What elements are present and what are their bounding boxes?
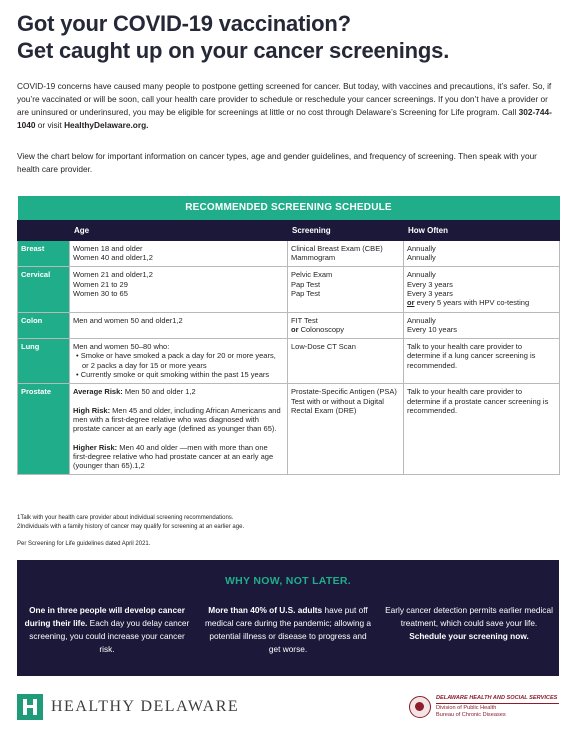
header-how-often: How Often xyxy=(404,220,560,240)
age-line: Women 21 and older1,2 xyxy=(73,270,153,280)
higher-risk-text: Men 40 and older —men with more than one first-degree relative who had prostate cancer at an early age (younger than 65).1,2 xyxy=(73,442,274,471)
or-emphasis: or xyxy=(291,324,299,334)
age-cell xyxy=(70,339,288,384)
category-colon: Colon xyxy=(18,312,70,339)
screening-line: FIT Test xyxy=(291,315,318,325)
average-risk-text: Men 50 and older 1,2 xyxy=(122,387,196,397)
why-column-1 xyxy=(22,604,192,656)
how-often-line: Annually xyxy=(407,270,436,280)
spacer xyxy=(73,397,284,406)
why-now-panel xyxy=(17,560,559,676)
average-risk-label: Average Risk: xyxy=(73,387,123,397)
screening-line: Pap Test xyxy=(291,279,321,289)
how-often-line: Every 10 years xyxy=(407,324,458,334)
screening-line: Pap Test xyxy=(291,288,321,298)
healthy-delaware-wordmark: HEALTHY DELAWARE xyxy=(51,698,240,715)
table-row xyxy=(18,384,560,475)
healthy-delaware-logo-icon xyxy=(17,694,43,720)
guidelines-note: Per Screening for Life guidelines dated April 2021. xyxy=(17,541,151,547)
footer xyxy=(17,692,559,726)
why-col2-bold: More than 40% of U.S. adults xyxy=(208,605,323,615)
dhss-logo xyxy=(409,694,559,724)
screening-line: Pelvic Exam xyxy=(291,270,333,280)
table-header-row xyxy=(18,220,560,240)
why-col2-text: have put off medical care during the pandemic; allowing a potential illness or disease to progress and get worse. xyxy=(204,605,372,654)
high-risk-text: Men 45 and older, including African Americans and men with a first-degree relative who was diagnosed with prostate cancer at an early age (defined as younger than 65). xyxy=(73,405,281,434)
age-bullet: • Currently smoke or quit smoking within the past 15 years xyxy=(76,370,270,380)
screening-cell xyxy=(288,267,404,312)
spacer xyxy=(73,434,284,443)
age-bullet: • Smoke or have smoked a pack a day for 20 or more years, or 2 packs a day for 15 or more years xyxy=(76,351,276,370)
category-prostate: Prostate xyxy=(18,384,70,475)
table-title-row xyxy=(18,196,560,220)
screening-line: Mammogram xyxy=(291,253,336,263)
category-breast: Breast xyxy=(18,240,70,267)
how-often-line: Talk to your health care provider to determine if a lung cancer screening is recommended. xyxy=(407,342,536,370)
how-often-line: Every 3 years xyxy=(407,279,453,289)
intro-mid: or visit xyxy=(35,120,65,130)
table-row xyxy=(18,267,560,312)
dhss-name: DELAWARE HEALTH AND SOCIAL SERVICES xyxy=(436,695,558,701)
screening-cell xyxy=(288,312,404,339)
how-often-line: Every 3 years xyxy=(407,288,453,298)
how-often-line: Talk to your health care provider to determine if a prostate cancer screening is recommended. xyxy=(407,387,549,415)
how-often-cell xyxy=(404,240,560,267)
age-cell xyxy=(70,312,288,339)
headline-line-1: Got your COVID-19 vaccination? xyxy=(17,11,351,36)
table-row xyxy=(18,240,560,267)
headline xyxy=(17,10,562,64)
why-now-title: WHY NOW, NOT LATER. xyxy=(224,575,352,587)
footnote-2: 2Individuals with a family history of cancer may qualify for screening at an earlier age. xyxy=(17,524,245,530)
screening-line xyxy=(291,325,400,334)
intro-text: COVID-19 concerns have caused many people to postpone getting screened for cancer. But today, with vaccines and precautions, it’s safer. So, if you’re vaccinated or will be soon, call your health care provider to schedule or reschedule your cancer screenings. If you don’t have a provider or are uninsured or underinsured, you may be eligible for screenings at little or no cost through Delaware’s Screening for Life program. Call xyxy=(17,81,552,117)
footnote-1: 1Talk with your health care provider about individual screening recommendations. xyxy=(17,515,234,521)
or-emphasis: or xyxy=(407,298,415,308)
age-cell xyxy=(70,384,288,475)
why-col1-bold: One in three people will develop cancer during their life. xyxy=(24,605,185,628)
dhss-bureau: Bureau of Chronic Diseases xyxy=(436,712,506,718)
table-row xyxy=(18,339,560,384)
how-often-cell xyxy=(404,312,560,339)
header-screening: Screening xyxy=(288,220,404,240)
how-often-cell xyxy=(404,267,560,312)
how-often-cell xyxy=(404,339,560,384)
screening-tail: Colonoscopy xyxy=(298,324,344,334)
why-col3-bold: Schedule your screening now. xyxy=(409,631,529,641)
screening-cell xyxy=(288,339,404,384)
screening-line: Clinical Breast Exam (CBE) xyxy=(291,243,383,253)
age-line: Women 30 to 65 xyxy=(73,288,128,298)
how-often-line: Annually xyxy=(407,253,436,263)
higher-risk xyxy=(73,443,284,471)
how-often-line xyxy=(407,298,556,307)
intro-paragraph xyxy=(17,80,560,132)
table-row xyxy=(18,312,560,339)
age-line: Men and women 50 and older1,2 xyxy=(73,315,183,325)
category-lung: Lung xyxy=(18,339,70,384)
dhss-division: Division of Public Health xyxy=(436,705,497,711)
why-col1-text: Each day you delay cancer screening, you could increase your cancer risk. xyxy=(29,618,190,654)
screening-line: Prostate-Specific Antigen (PSA) Test with or without a Digital Rectal Exam (DRE) xyxy=(291,387,397,415)
dhss-divider xyxy=(436,703,559,704)
headline-line-2: Get caught up on your cancer screenings. xyxy=(17,38,450,63)
age-line: Women 21 to 29 xyxy=(73,279,128,289)
state-seal-icon xyxy=(409,696,431,718)
why-col3-text: Early cancer detection permits earlier medical treatment, which could save your life. xyxy=(385,605,553,628)
high-risk xyxy=(73,406,284,434)
age-line: Men and women 50–80 who: xyxy=(73,342,170,352)
age-cell xyxy=(70,267,288,312)
screening-cell xyxy=(288,240,404,267)
screening-cell xyxy=(288,384,404,475)
higher-risk-label: Higher Risk: xyxy=(73,442,118,452)
screening-line: Low-Dose CT Scan xyxy=(291,342,356,352)
screening-schedule-table xyxy=(17,196,560,475)
footnotes xyxy=(17,514,557,549)
category-cervical: Cervical xyxy=(18,267,70,312)
why-column-3 xyxy=(384,604,554,643)
age-cell xyxy=(70,240,288,267)
phone-number[interactable]: 302-744-1040 xyxy=(17,107,552,130)
header-age: Age xyxy=(70,220,288,240)
high-risk-label: High Risk: xyxy=(73,405,111,415)
how-often-line: Annually xyxy=(407,243,436,253)
age-line: Women 18 and older xyxy=(73,243,143,253)
table-title: RECOMMENDED SCREENING SCHEDULE xyxy=(18,196,560,220)
age-line: Women 40 and older1,2 xyxy=(73,253,153,263)
average-risk xyxy=(73,387,284,396)
chart-instructions: View the chart below for important information on cancer types, age and gender guidelines, and frequency of screening. Then speak with your health care provider. xyxy=(17,151,537,174)
how-often-cell xyxy=(404,384,560,475)
website-link[interactable]: HealthyDelaware.org. xyxy=(64,120,149,130)
why-column-2 xyxy=(203,604,373,656)
header-blank xyxy=(18,220,70,240)
how-often-tail: every 5 years with HPV co-testing xyxy=(414,298,530,308)
how-often-line: Annually xyxy=(407,315,436,325)
